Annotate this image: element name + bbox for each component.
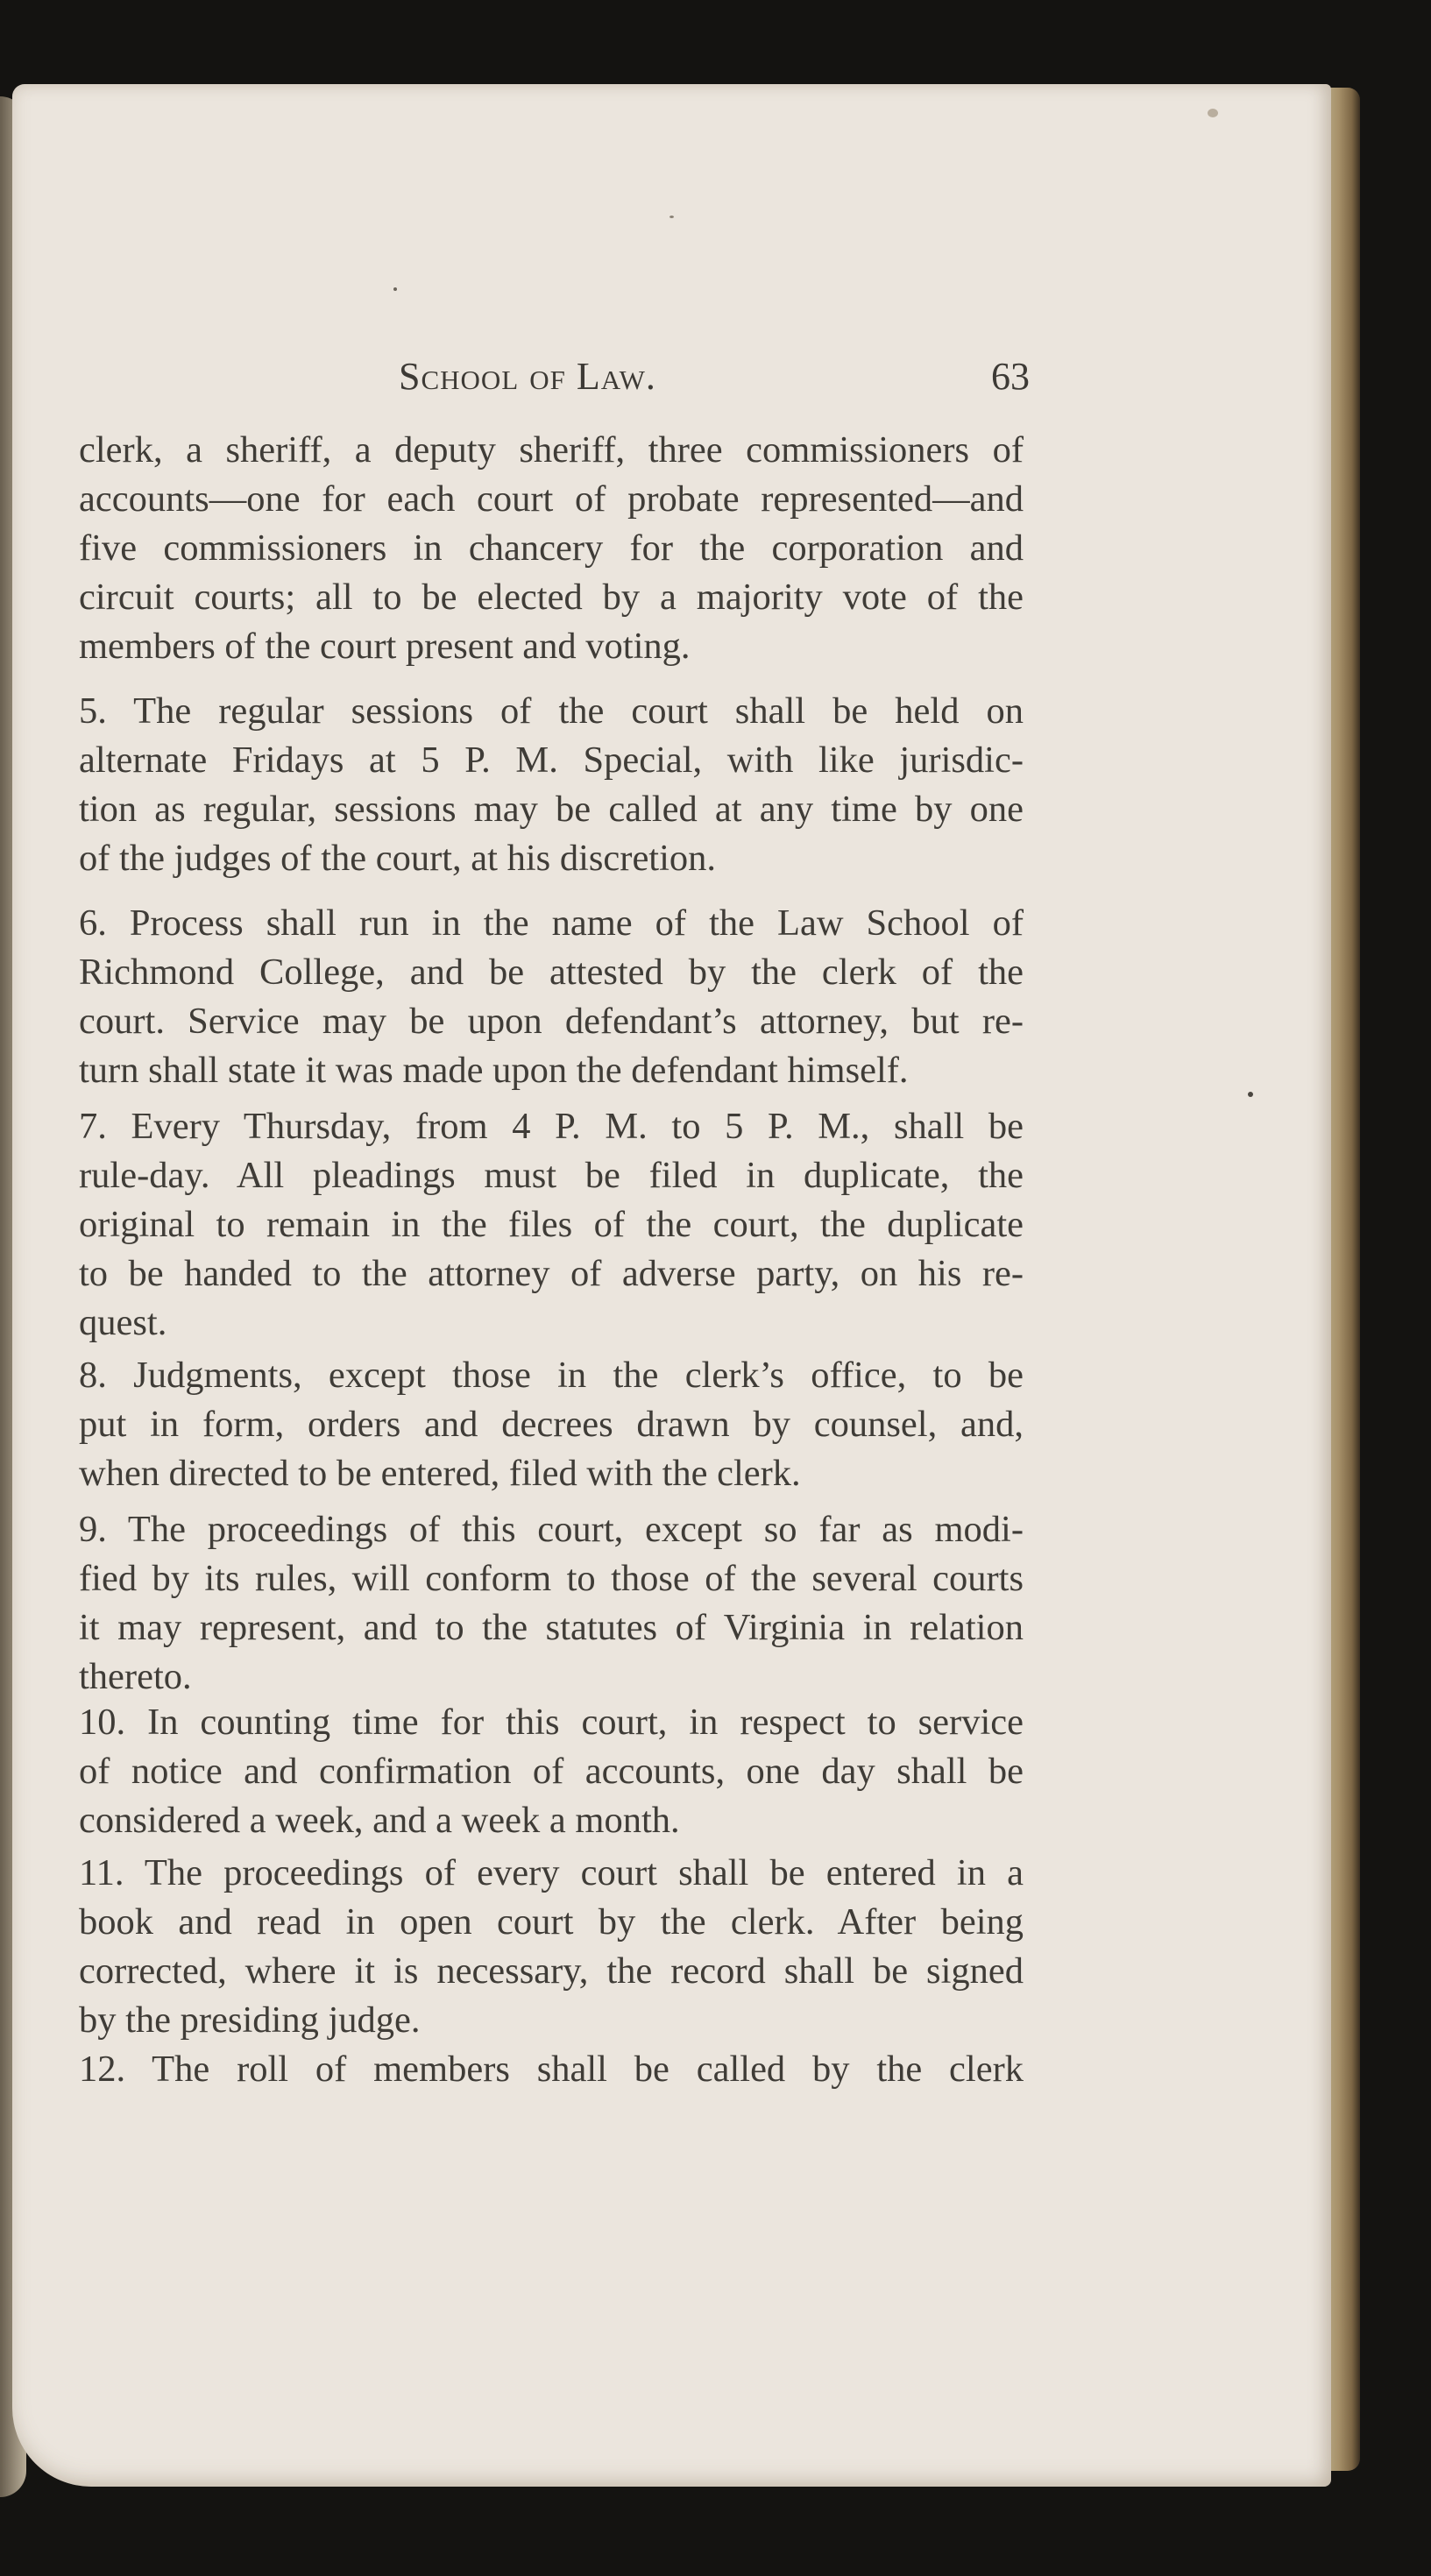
- text-line: put in form, orders and decrees drawn by counsel, and,: [79, 1404, 1024, 1445]
- text-line: 8. Judgments, except those in the clerk’s office, to be: [79, 1355, 1024, 1396]
- text-line: considered a week, and a week a month.: [79, 1800, 680, 1841]
- text-line: it may represent, and to the statutes of Virginia in relation: [79, 1607, 1024, 1648]
- text-line: members of the court present and voting.: [79, 626, 691, 667]
- text-line: 6. Process shall run in the name of the Law School of: [79, 902, 1024, 944]
- paper-speck: [1248, 1092, 1253, 1097]
- text-line: of the judges of the court, at his discretion.: [79, 838, 717, 879]
- text-line: 12. The roll of members shall be called by the clerk: [79, 2049, 1024, 2090]
- text-line: corrected, where it is necessary, the record shall be signed: [79, 1950, 1024, 1992]
- text-line: 9. The proceedings of this court, except so far as modi-: [79, 1509, 1024, 1550]
- text-line: court. Service may be upon defendant’s attorney, but re-: [79, 1001, 1024, 1042]
- text-line: when directed to be entered, filed with the clerk.: [79, 1453, 801, 1494]
- page-header: [399, 354, 1030, 407]
- paper-speck: [1208, 109, 1218, 117]
- text-line: 11. The proceedings of every court shall be entered in a: [79, 1852, 1024, 1893]
- text-line: 10. In counting time for this court, in respect to service: [79, 1702, 1024, 1743]
- text-line: circuit courts; all to be elected by a majority vote of the: [79, 577, 1024, 618]
- paper-speck: [669, 216, 674, 218]
- text-line: Richmond College, and be attested by the clerk of the: [79, 952, 1024, 993]
- text-line: rule-day. All pleadings must be filed in duplicate, the: [79, 1155, 1024, 1196]
- text-line: quest.: [79, 1302, 167, 1343]
- text-line: thereto.: [79, 1656, 192, 1697]
- text-line: to be handed to the attorney of adverse party, on his re-: [79, 1253, 1024, 1294]
- running-head: School of Law.: [399, 355, 656, 398]
- text-line: alternate Fridays at 5 P. M. Special, with like jurisdic-: [79, 740, 1024, 781]
- text-line: clerk, a sheriff, a deputy sheriff, three commissioners of: [79, 429, 1024, 471]
- paper-speck: [393, 287, 397, 291]
- text-line: fied by its rules, will conform to those of the several courts: [79, 1558, 1024, 1599]
- text-line: tion as regular, sessions may be called at any time by one: [79, 789, 1024, 830]
- text-line: original to remain in the files of the court, the duplicate: [79, 1204, 1024, 1245]
- text-line: of notice and confirmation of accounts, one day shall be: [79, 1751, 1024, 1792]
- text-line: turn shall state it was made upon the defendant himself.: [79, 1050, 909, 1091]
- text-line: 7. Every Thursday, from 4 P. M. to 5 P. M., shall be: [79, 1106, 1024, 1147]
- text-line: 5. The regular sessions of the court shall be held on: [79, 690, 1024, 732]
- text-line: by the presiding judge.: [79, 1999, 421, 2041]
- text-line: five commissioners in chancery for the corporation and: [79, 527, 1024, 569]
- text-line: book and read in open court by the clerk. After being: [79, 1901, 1024, 1943]
- page-number: 63: [991, 355, 1030, 398]
- text-line: accounts—one for each court of probate represented—and: [79, 478, 1024, 520]
